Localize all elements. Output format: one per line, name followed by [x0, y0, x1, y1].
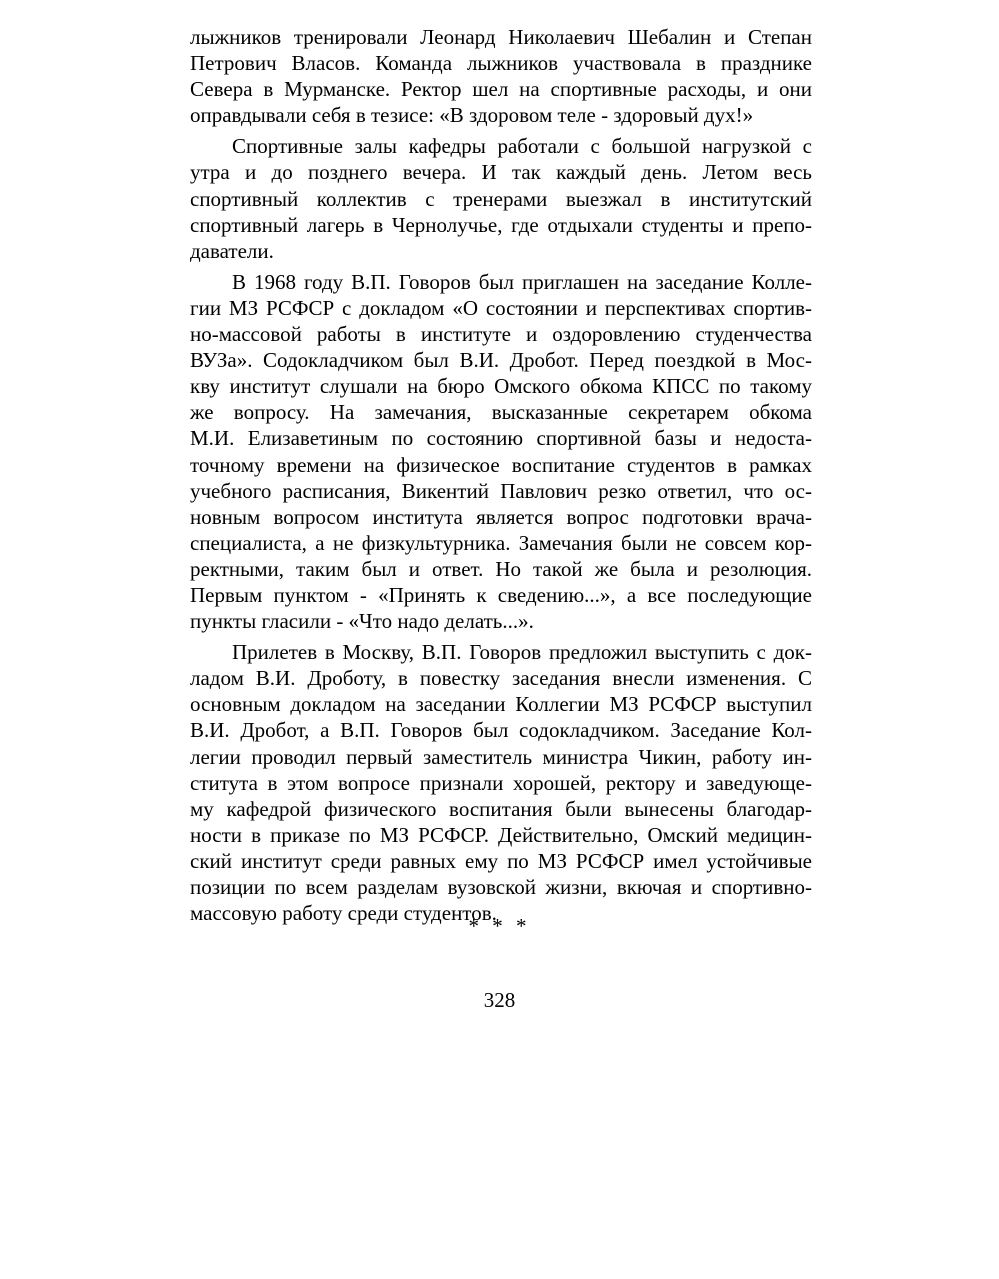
text-line: гии МЗ РСФСР с докладом «О состоянии и перспективах спортив- — [190, 295, 812, 320]
text-line: В.И. Дробот, а В.П. Говоров был содокладчиком. Заседание Кол- — [190, 718, 812, 743]
text-line: ности в приказе по МЗ РСФСР. Действительно, Омский медицин- — [190, 822, 812, 847]
paragraph — [190, 24, 812, 128]
text-line: учебного расписания, Викентий Павлович резко ответил, что ос- — [190, 478, 812, 503]
text-line: спортивный коллектив с тренерами выезжал в институтский — [190, 186, 812, 211]
text-line: М.И. Елизаветиным по состоянию спортивной базы и недоста- — [190, 426, 812, 451]
paragraph — [190, 269, 812, 634]
text-line: ститута в этом вопросе признали хорошей, ректору и заведующе- — [190, 770, 812, 795]
text-line: специалиста, а не физкультурника. Замечания были не совсем кор- — [190, 530, 812, 555]
text-line: но-массовой работы в институте и оздоровлению студенчества — [190, 322, 812, 347]
text-line: утра и до позднего вечера. И так каждый день. Летом весь — [190, 160, 812, 185]
text-line: Петрович Власов. Команда лыжников участвовала в празднике — [190, 51, 812, 76]
text-line: спортивный лагерь в Чернолучье, где отдыхали студенты и препо- — [190, 212, 812, 237]
text-line: кву институт слушали на бюро Омского обкома КПСС по такому — [190, 374, 812, 399]
text-line: му кафедрой физического воспитания были вынесены благодар- — [190, 796, 812, 821]
text-line: Севера в Мурманске. Ректор шел на спортивные расходы, и они — [190, 77, 812, 102]
page-number: 328 — [483, 988, 516, 1012]
text-line: позиции по всем разделам вузовской жизни, вкючая и спортивно- — [190, 875, 812, 899]
text-line: новным вопросом института является вопрос подготовки врача- — [190, 504, 812, 529]
text-line: ладом В.И. Дроботу, в повестку заседания внесли изменения. С — [190, 666, 812, 691]
text-line: основным докладом на заседании Коллегии МЗ РСФСР выступил — [190, 692, 812, 717]
text-line: Прилетев в Москву, В.П. Говоров предложил выступить с док- — [232, 640, 812, 665]
text-line: оправдывали себя в тезисе: «В здоровом теле - здоровый дух!» — [190, 103, 754, 128]
text-line: точному времени на физическое воспитание студентов в рамках — [190, 452, 812, 477]
text-line: ский институт среди равных ему по МЗ РСФСР имел устойчивые — [190, 848, 812, 873]
text-line: ВУЗа». Содокладчиком был В.И. Дробот. Перед поездкой в Мос- — [190, 348, 812, 373]
body-text — [190, 24, 812, 926]
text-line: ректными, таким был и ответ. Но такой же была и резолюция. — [190, 556, 812, 581]
text-line: Первым пунктом - «Принять к сведению...», а все последующие — [190, 582, 812, 607]
section-separator: * * * — [468, 914, 531, 938]
text-line: массовую работу среди студентов. — [190, 901, 497, 926]
text-line: легии проводил первый заместитель министра Чикин, работу ин- — [190, 744, 812, 769]
paragraph — [190, 133, 812, 263]
text-line: пункты гласили - «Что надо делать...». — [190, 609, 534, 634]
text-line: лыжников тренировали Леонард Николаевич Шебалин и Степан — [190, 25, 812, 49]
text-line: Спортивные залы кафедры работали с большой нагрузкой с — [232, 134, 812, 159]
text-line: даватели. — [190, 238, 274, 263]
paragraph — [190, 639, 812, 926]
text-line: же вопросу. На замечания, высказанные секретарем обкома — [190, 400, 812, 425]
text-line: В 1968 году В.П. Говоров был приглашен на заседание Колле- — [232, 269, 812, 294]
